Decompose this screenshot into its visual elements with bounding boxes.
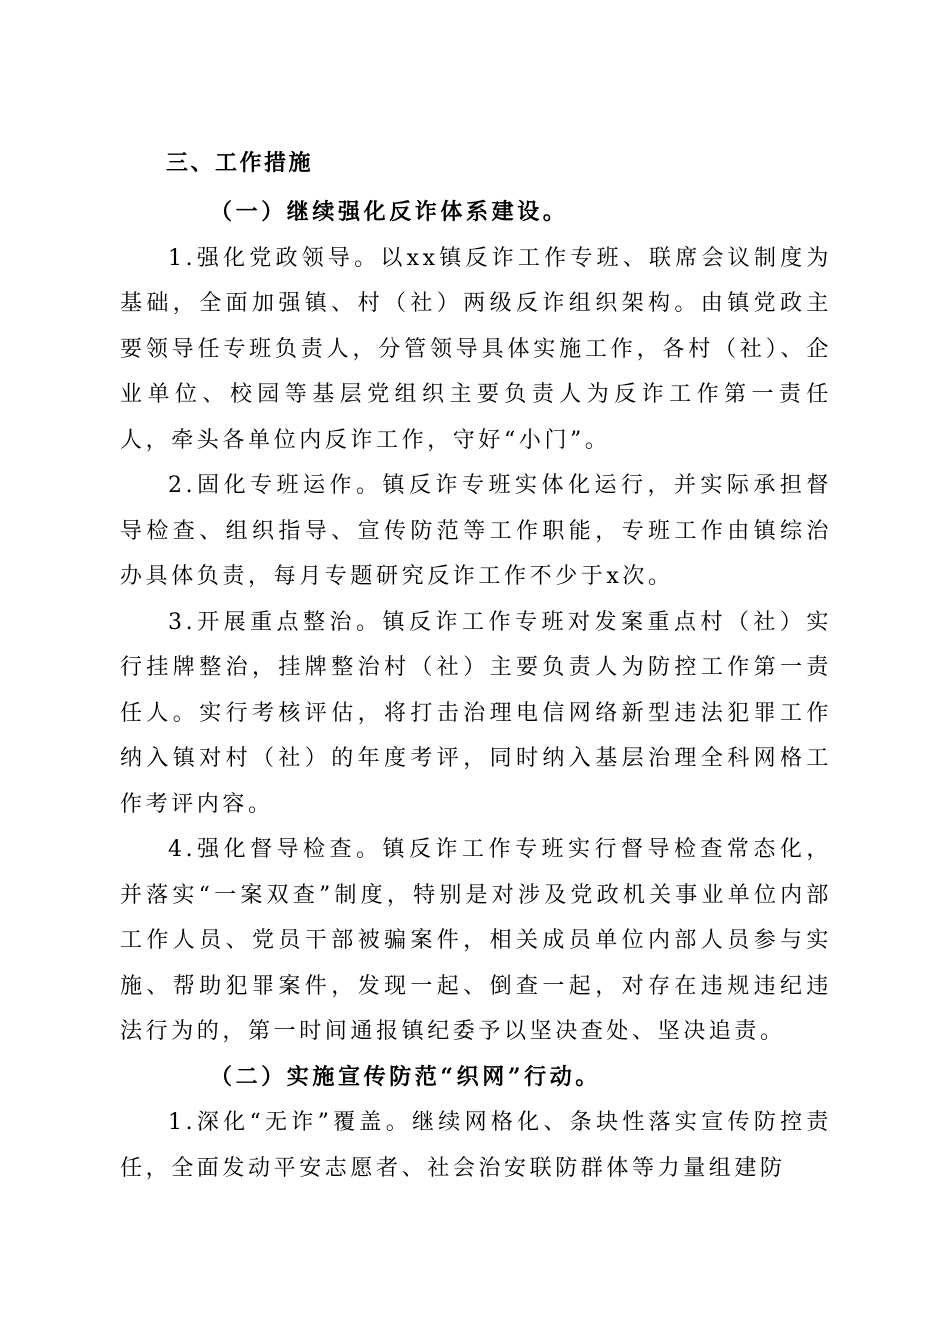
section-heading: 三、工作措施: [166, 151, 314, 176]
paragraph-2-1: 1.深化“无诈”覆盖。继续网格化、条块性落实宣传防控责任，全面发动平安志愿者、社会治安联防群体等力量组建防: [120, 1110, 832, 1181]
paragraph-1-2: 2.固化专班运作。镇反诈专班实体化运行，并实际承担督导检查、组织指导、宣传防范等工作职能，专班工作由镇综治办具体负责，每月专题研究反诈工作不少于x次。: [120, 473, 832, 589]
paragraph-1-3: 3.开展重点整治。镇反诈工作专班对发案重点村（社）实行挂牌整治，挂牌整治村（社）主要负责人为防控工作第一责任人。实行考核评估，将打击治理电信网络新型违法犯罪工作纳入镇对村（社）的年度考评，同时纳入基层治理全科网格工作考评内容。: [120, 609, 832, 817]
subsection-title-2: （二）实施宣传防范“织网”行动。: [210, 1063, 601, 1090]
subsection-title-1: （一）继续强化反诈体系建设。: [210, 199, 569, 225]
paragraph-1-4: 4.强化督导检查。镇反诈工作专班实行督导检查常态化，并落实“一案双查”制度，特别是对涉及党政机关事业单位内部工作人员、党员干部被骗案件，相关成员单位内部人员参与实施、帮助犯罪案件，发现一起、倒查一起，对存在违规违纪违法行为的，第一时间通报镇纪委予以坚决查处、坚决追责。: [120, 837, 832, 1044]
document-body: [120, 138, 832, 1191]
paragraph-1-1: 1.强化党政领导。以xx镇反诈工作专班、联席会议制度为基础，全面加强镇、村（社）两级反诈组织架构。由镇党政主要领导任专班负责人，分管领导具体实施工作，各村（社）、企业单位、校园等基层党组织主要负责人为反诈工作第一责任人，牵头各单位内反诈工作，守好“小门”。: [120, 245, 832, 453]
